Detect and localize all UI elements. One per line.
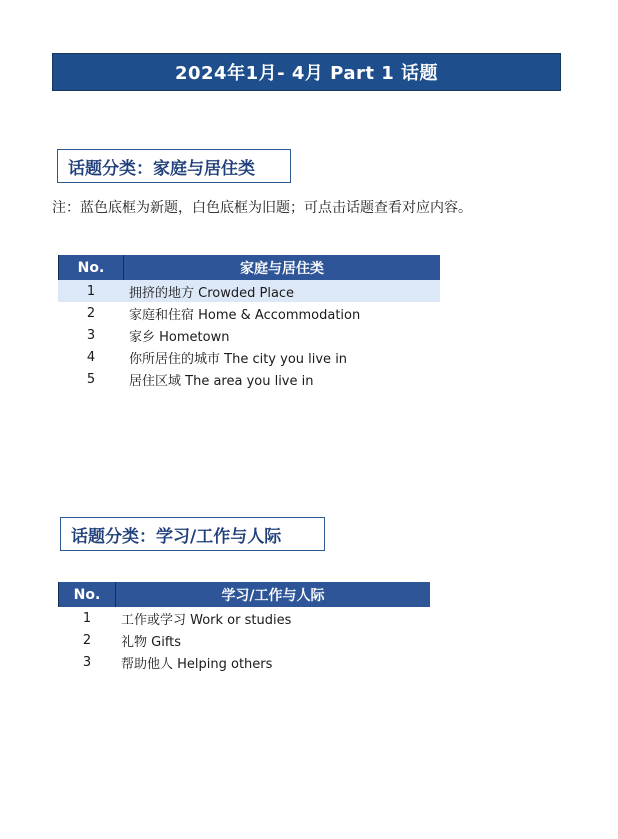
topic-link[interactable]: 家庭和住宿 Home & Accommodation <box>129 307 361 323</box>
header-name: 学习/工作与人际 <box>221 587 325 604</box>
table-row[interactable] <box>58 346 440 368</box>
legend-note: 注：蓝色底框为新题，白色底框为旧题；可点击话题查看对应内容。 <box>52 200 472 216</box>
row-number: 3 <box>82 654 92 670</box>
header-name: 家庭与居住类 <box>240 260 324 277</box>
topic-link[interactable]: 工作或学习 Work or studies <box>121 612 292 628</box>
table-row[interactable] <box>58 651 430 673</box>
topic-link[interactable]: 拥挤的地方 Crowded Place <box>129 285 295 301</box>
row-number: 4 <box>86 349 96 365</box>
table-row[interactable] <box>58 324 440 346</box>
row-number: 2 <box>86 305 96 321</box>
table-row[interactable] <box>58 302 440 324</box>
category-label-study-work: 话题分类：学习/工作与人际 <box>60 517 325 551</box>
table-row[interactable] <box>58 368 440 390</box>
table-row[interactable] <box>58 629 430 651</box>
row-number: 1 <box>86 283 96 299</box>
row-number: 1 <box>82 610 92 626</box>
topic-link[interactable]: 帮助他人 Helping others <box>121 656 273 672</box>
row-number: 3 <box>86 327 96 343</box>
table-header <box>58 582 430 607</box>
header-no: No. <box>58 582 116 607</box>
topic-link[interactable]: 礼物 Gifts <box>121 634 182 650</box>
header-no: No. <box>58 255 124 280</box>
table-row[interactable] <box>58 280 440 302</box>
topic-link[interactable]: 居住区域 The area you live in <box>129 373 314 389</box>
category-label-home: 话题分类：家庭与居住类 <box>57 149 291 183</box>
table-row[interactable] <box>58 607 430 629</box>
topic-link[interactable]: 你所居住的城市 The city you live in <box>129 351 348 367</box>
page-title: 2024年1月- 4月 Part 1 话题 <box>52 53 561 91</box>
topic-table-study-work <box>58 582 430 673</box>
topic-table-home <box>58 255 440 390</box>
row-number: 5 <box>86 371 96 387</box>
topic-link[interactable]: 家乡 Hometown <box>129 329 230 345</box>
table-header <box>58 255 440 280</box>
row-number: 2 <box>82 632 92 648</box>
